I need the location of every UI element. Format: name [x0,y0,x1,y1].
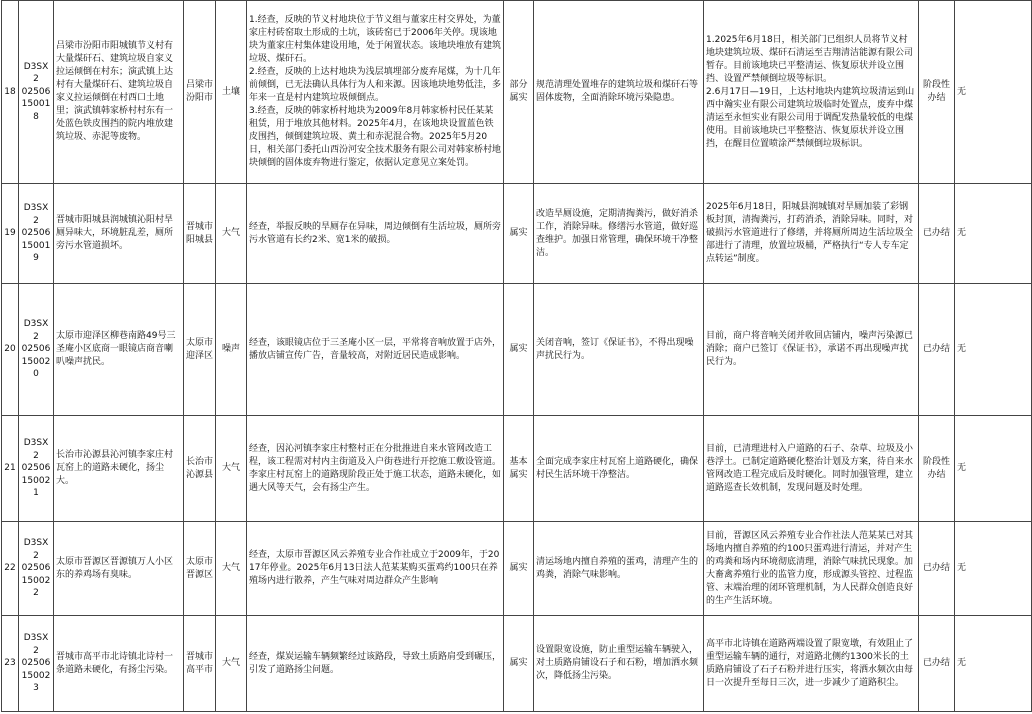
case-code: D3SX2 02506 15001 8 [19,1,54,184]
complaint-content: 晋城市阳城县润城镇沁阳村旱厕异味大，环境脏乱差，厕所旁污水管道损坏。 [54,184,184,284]
accountability: 无 [955,416,1032,522]
status: 已办结 [919,284,955,416]
complaint-content: 太原市迎泽区柳巷南路49号三圣庵小区底商一眼镜店商音喇叭噪声扰民。 [54,284,184,416]
row-number: 18 [2,1,19,184]
table-row [2,1,1032,184]
investigation-finding: 经查，煤炭运输车辆频繁经过该路段，导致土质路肩受到碾压，引发了道路扬尘问题。 [247,616,504,712]
case-code: D3SX2 02506 15002 3 [19,616,54,712]
rectification-result: 目前，已清理进村入户道路的石子、杂草、垃圾及小巷浮土。已制定道路硬化整治计划及方案，待自来水管网改造工程完成后及时硬化。同时加强管理，建立道路巡查长效机制，发现问题及时处理。 [704,416,919,522]
accountability: 无 [955,284,1032,416]
row-number: 23 [2,616,19,712]
administrative-area: 晋城市高平市 [184,616,216,712]
status: 阶段性办结 [919,416,955,522]
administrative-area: 太原市迎泽区 [184,284,216,416]
investigation-finding: 经查，太原市晋源区风云养殖专业合作社成立于2009年，于2017年停业。2025年6月13日法人范某某购买蛋鸡约100只在养殖场内进行散养，产生气味对周边群众产生影响 [247,522,504,616]
complaint-table [1,0,1032,712]
rectification-measure: 关闭音响，签订《保证书》，不得出现噪声扰民行为。 [534,284,704,416]
verdict: 基本属实 [504,416,534,522]
verdict: 属实 [504,284,534,416]
status: 已办结 [919,616,955,712]
rectification-result: 目前，晋源区风云养殖专业合作社法人范某某已对其场地内擅自养殖的约100只蛋鸡进行清运，并对产生的鸡粪和场内环境彻底清理，消除气味扰民现象。加大畜禽养殖行业的监管力度，形成源头管控、过程监管、末端治理的闭环管理机制，为人民群众创造良好的生产生活环境。 [704,522,919,616]
table-body [2,1,1032,712]
accountability: 无 [955,1,1032,184]
status: 已办结 [919,522,955,616]
table-row [2,522,1032,616]
case-code: D3SX2 02506 15001 9 [19,184,54,284]
complaint-content: 太原市晋源区晋源镇万人小区东的养鸡场有臭味。 [54,522,184,616]
pollution-type: 大气 [216,184,247,284]
rectification-measure: 设置限宽设施，防止重型运输车辆驶入，对土质路肩铺设石子和石粉，增加洒水频次，降低扬尘污染。 [534,616,704,712]
status: 已办结 [919,184,955,284]
investigation-finding: 经查，举报反映的旱厕存在异味，周边倾倒有生活垃圾，厕所旁污水管道有长约2米、宽1米的破损。 [247,184,504,284]
complaint-content: 晋城市高平市北诗镇北诗村一条道路未硬化，有扬尘污染。 [54,616,184,712]
verdict: 属实 [504,616,534,712]
accountability: 无 [955,616,1032,712]
administrative-area: 吕梁市汾阳市 [184,1,216,184]
accountability: 无 [955,522,1032,616]
rectification-result: 2025年6月18日，阳城县润城镇对旱厕加装了彩钢板封顶，清掏粪污，打药消杀，消除异味。同时，对破损污水管道进行了修缮，并将厕所周边生活垃圾全部进行了清理，放置垃圾桶，严格执行“专人专车定点转运”制度。 [704,184,919,284]
pollution-type: 大气 [216,522,247,616]
verdict: 属实 [504,184,534,284]
rectification-measure: 改造旱厕设施，定期清掏粪污，做好消杀工作，消除异味。修缮污水管道，做好巡查维护。加强日常管理，确保环境干净整洁。 [534,184,704,284]
rectification-result: 目前，商户将音响关闭并收回店铺内，噪声污染源已消除；商户已签订《保证书》，承诺不再出现噪声扰民行为。 [704,284,919,416]
rectification-measure: 规范清理处置堆存的建筑垃圾和煤矸石等固体废物，全面消除环境污染隐患。 [534,1,704,184]
rectification-result: 高平市北诗镇在道路两端设置了限宽墩，有效阻止了重型运输车辆的通行，对道路北侧约1300米长的土质路肩铺设了石子石粉并进行压实，将洒水频次由每日一次提升至每日三次，进一步减少了道路积尘。 [704,616,919,712]
table-row [2,416,1032,522]
investigation-finding: 1.经查，反映的节义村地块位于节义组与董家庄村交界处，为董家庄村砖窑取土形成的土坑，该砖窑已于2006年关停。现该地块为董家庄村集体建设用地，处于闲置状态。该地块堆放有建筑垃圾、煤矸石。 2.经查，反映的上达村地块为浅层填埋部分废弃尾煤，为十几年前倾倒，已无法确认具体行为人和来源。因该地块地势低洼，多年来一直是村内建筑垃圾倾倒点。 3.经查，反映的韩家桥村地块为2009年8月韩家桥村民任某某租赁，用于堆放其他材料。2025年4月，在该地块设置蓝色铁皮围挡，倾倒建筑垃圾、黄土和赤泥混合物。2025年5月20日，相关部门委托山西汾河安全技术服务有限公司对韩家桥村地块倾倒的固体废弃物进行鉴定，依据认定意见立案处罚。 [247,1,504,184]
pollution-type: 大气 [216,616,247,712]
case-code: D3SX2 02506 15002 0 [19,284,54,416]
complaint-content: 吕梁市汾阳市阳城镇节义村有大量煤矸石、建筑垃圾自家义拉运倾倒在村东；演武镇上达村有大量煤矸石、建筑垃圾自家义拉运倾倒在村西口土地里；演武镇韩家桥村村东有一处蓝色铁皮围挡的院内堆放建筑垃圾、赤泥等废物。 [54,1,184,184]
case-code: D3SX2 02506 15002 1 [19,416,54,522]
row-number: 19 [2,184,19,284]
rectification-measure: 全面完成李家庄村瓦窑上道路硬化，确保村民生活环境干净整洁。 [534,416,704,522]
investigation-finding: 经查，该眼镜店位于三圣庵小区一层，平常将音响放置于店外，播放店铺宣传广告，音量较高，对附近居民造成影响。 [247,284,504,416]
row-number: 20 [2,284,19,416]
pollution-type: 噪声 [216,284,247,416]
table-row [2,616,1032,712]
row-number: 21 [2,416,19,522]
rectification-measure: 清运场地内擅自养殖的蛋鸡，清理产生的鸡粪，消除气味影响。 [534,522,704,616]
case-code: D3SX2 02506 15002 2 [19,522,54,616]
complaint-content: 长治市沁源县沁河镇李家庄村瓦窑上的道路未硬化，扬尘大。 [54,416,184,522]
administrative-area: 长治市沁源县 [184,416,216,522]
verdict: 部分属实 [504,1,534,184]
pollution-type: 土壤 [216,1,247,184]
verdict: 属实 [504,522,534,616]
investigation-finding: 经查，因沁河镇李家庄村整村正在分批推进自来水管网改造工程，该工程需对村内主街道及入户街巷进行开挖施工敷设管道。李家庄村瓦窑上的道路现阶段正处于施工状态，道路未硬化，如遇大风等天气，会有扬尘产生。 [247,416,504,522]
administrative-area: 太原市晋源区 [184,522,216,616]
table-row [2,184,1032,284]
pollution-type: 大气 [216,416,247,522]
status: 阶段性办结 [919,1,955,184]
table-row [2,284,1032,416]
administrative-area: 晋城市阳城县 [184,184,216,284]
accountability: 无 [955,184,1032,284]
row-number: 22 [2,522,19,616]
rectification-result: 1.2025年6月18日，相关部门已组织人员将节义村地块建筑垃圾、煤矸石清运至吉翔清洁能源有限公司暂存。目前该地块已平整清运、恢复原状并设立围挡、设置严禁倾倒垃圾等标识。 2.6月17日—19日，上达村地块内建筑垃圾清运到山西中瀚实业有限公司建筑垃圾临时处置点，废弃中煤清运至永恒实业有限公司用于调配发热量较低的电煤使用。目前该地块已平整整洁、恢复原状并设立围挡，在醒目位置喷涂严禁倾倒垃圾标识。 [704,1,919,184]
